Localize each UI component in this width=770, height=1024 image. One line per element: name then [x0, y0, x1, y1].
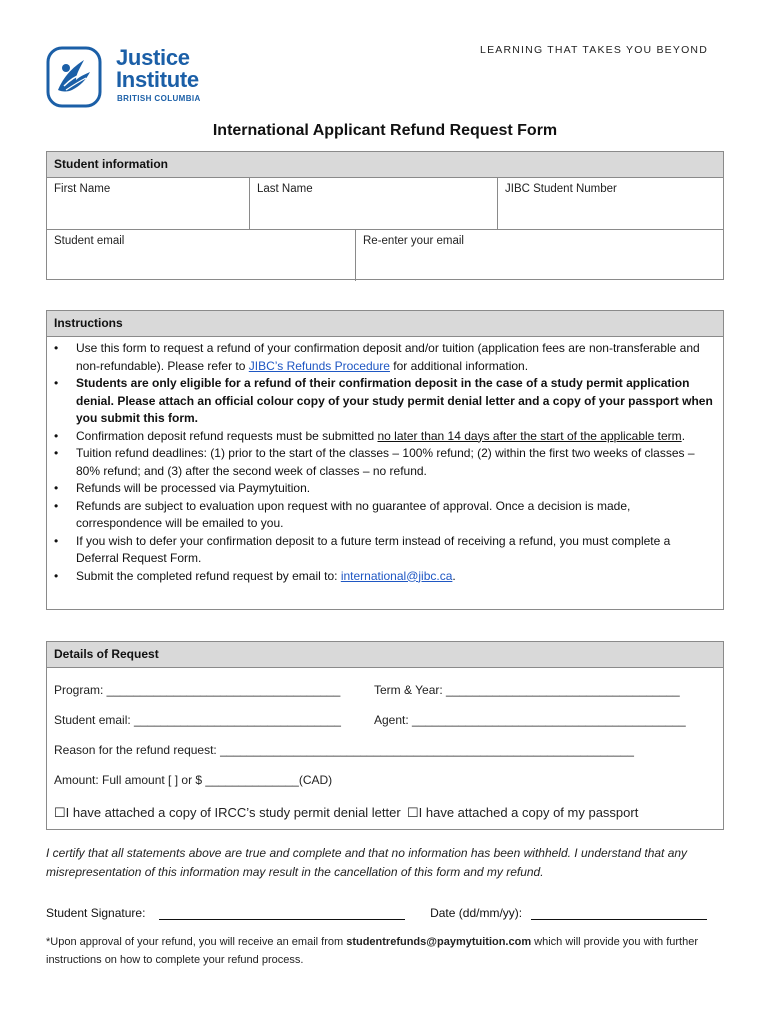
date-label: Date (dd/mm/yy): — [430, 906, 523, 920]
last-name-field[interactable] — [249, 178, 497, 229]
instruction-text: Confirmation deposit refund requests must be submitted — [76, 428, 378, 443]
first-name-field[interactable] — [47, 178, 249, 229]
passport-checkbox[interactable]: ☐I have attached a copy of my passport — [407, 805, 639, 820]
instruction-text: Use this form to request a refund of your confirmation deposit and/or tuition (application fees are non-transferable and non-refundable). Please refer to — [76, 341, 700, 373]
amount-field[interactable]: Amount: Full amount [ ] or $ ______________(CAD) — [54, 773, 333, 787]
list-item — [76, 498, 715, 533]
instruction-text: Submit the completed refund request by email to: — [76, 568, 341, 583]
agent-field[interactable]: Agent: _________________________________________ — [374, 713, 686, 727]
section-heading: Instructions — [47, 311, 723, 337]
list-item — [76, 480, 715, 498]
student-number-field[interactable] — [497, 178, 723, 229]
details-email-field[interactable]: Student email: _______________________________ — [54, 713, 341, 727]
student-information-section — [46, 151, 724, 280]
term-year-field[interactable]: Term & Year: ___________________________________ — [374, 683, 680, 697]
tagline: LEARNING THAT TAKES YOU BEYOND — [480, 44, 708, 56]
field-label: Re-enter your email — [363, 235, 464, 247]
instructions-section — [46, 310, 724, 610]
student-email-field[interactable] — [47, 230, 355, 281]
program-field[interactable]: Program: ___________________________________ — [54, 683, 341, 697]
eagle-logo-icon — [46, 46, 102, 108]
instruction-text: for additional information. — [389, 358, 529, 373]
logo-text-justice: Justice — [116, 45, 190, 70]
field-label: Last Name — [257, 183, 313, 195]
section-heading: Details of Request — [47, 642, 723, 668]
date-line[interactable] — [531, 919, 707, 920]
field-label: JIBC Student Number — [505, 183, 617, 195]
denial-letter-checkbox[interactable]: ☐I have attached a copy of IRCC’s study permit denial letter — [54, 805, 401, 820]
field-label: Student email — [54, 235, 125, 247]
list-item — [76, 375, 715, 428]
instruction-text: Tuition refund deadlines: (1) prior to the start of the classes – 100% refund; (2) within the first two weeks of classes – 80% refund; and (3) after the second week of classes – no refund. — [76, 446, 695, 478]
note-text: which will provide you with further instructions on how to complete your refund process. — [46, 936, 699, 966]
refund-email: studentrefunds@paymytuition.com — [346, 936, 532, 948]
reason-field[interactable]: Reason for the refund request: ______________________________________________________________ — [54, 743, 634, 757]
refunds-procedure-link[interactable]: JIBC’s Refunds Procedure — [248, 358, 390, 373]
list-item — [76, 533, 715, 568]
approval-note — [46, 934, 726, 969]
list-item — [76, 428, 715, 446]
page-title: International Applicant Refund Request Form — [212, 122, 558, 139]
logo-text-institute: Institute — [116, 67, 199, 92]
international-email-link[interactable]: international@jibc.ca — [340, 568, 453, 583]
instruction-text: . — [681, 428, 686, 443]
list-item — [76, 568, 715, 586]
field-label: First Name — [54, 183, 111, 195]
instruction-text: Refunds will be processed via Paymytuition. — [76, 481, 311, 495]
section-heading: Student information — [47, 152, 723, 178]
jibc-logo — [46, 46, 216, 112]
note-text: *Upon approval of your refund, you will receive an email from — [46, 936, 347, 948]
instruction-text: . — [452, 568, 456, 583]
signature-line[interactable] — [159, 919, 405, 920]
list-item — [76, 340, 715, 375]
signature-row — [46, 906, 707, 920]
signature-label: Student Signature: — [46, 906, 146, 920]
reenter-email-field[interactable] — [355, 230, 723, 281]
list-item — [76, 445, 715, 480]
instruction-text: Refunds are subject to evaluation upon request with no guarantee of approval. Once a decision is made, correspondence will be emailed to you. — [76, 498, 631, 530]
certification-statement: I certify that all statements above are true and complete and that no information has been withheld. I understand that any misrepresentation of this information may result in the cancellation of this form and my refund. — [46, 846, 688, 879]
instructions-list — [47, 340, 723, 585]
details-section — [46, 641, 724, 830]
logo-text-bc: BRITISH COLUMBIA — [117, 94, 201, 103]
deadline-text: no later than 14 days after the start of the applicable term — [377, 428, 682, 443]
instruction-text: Students are only eligible for a refund of their confirmation deposit in the case of a study permit application denial. Please attach an official colour copy of your study permit denial letter and a copy of your passport when you submit this form. — [76, 376, 713, 425]
instruction-text: If you wish to defer your confirmation deposit to a future term instead of receiving a refund, you must complete a Deferral Request Form. — [76, 533, 671, 565]
